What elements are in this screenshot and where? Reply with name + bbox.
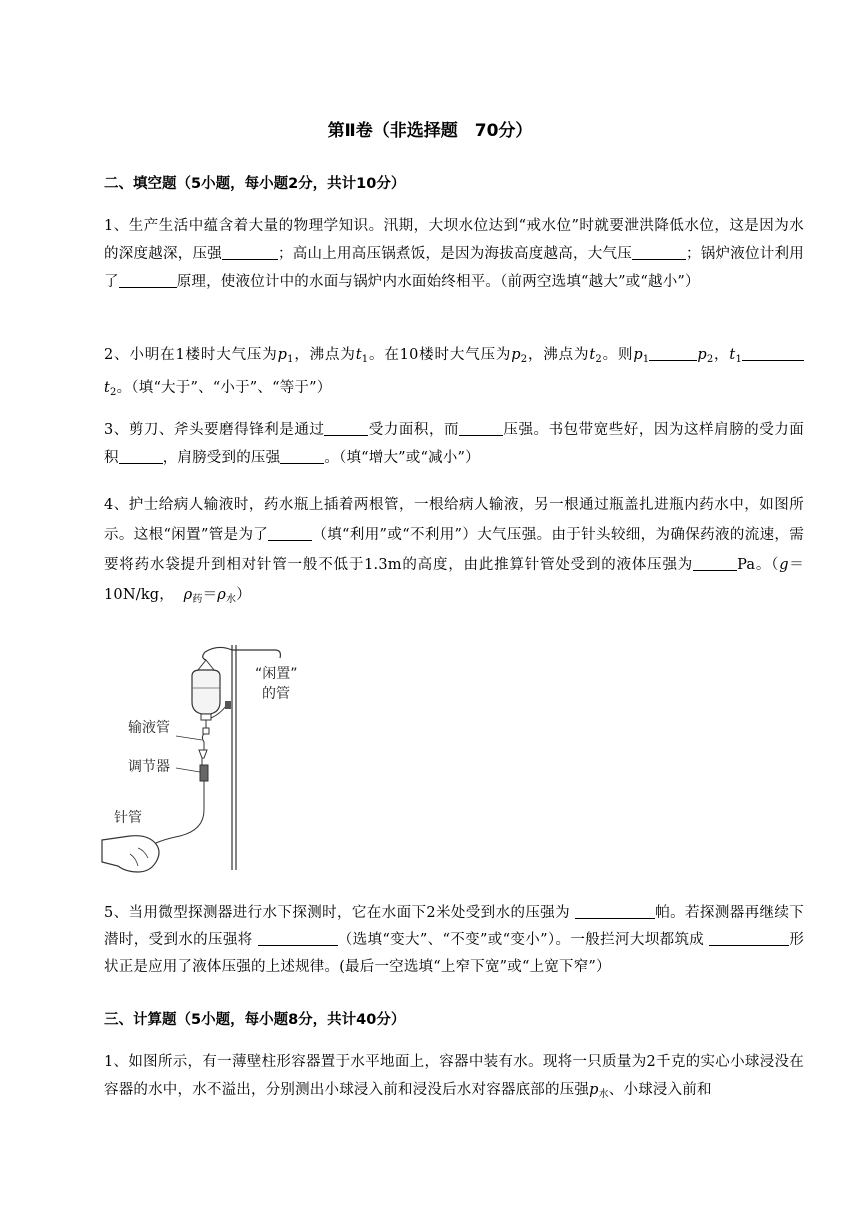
drip-chamber [203,728,209,734]
q4-blank-1 [268,526,312,541]
q4-g-value: ＝10N/kg， [104,557,804,603]
q3-text-2: 受力面积，而 [368,422,460,438]
q2-p-symbol: p [697,347,707,363]
q1-blank-2 [632,245,686,260]
q2-text-6: ， [713,347,730,363]
q2-blank-2 [742,346,804,361]
label-infusion-tube: 输液管 [128,720,170,736]
q3-text-3: 压强。书包带宽些好，因为这样肩膀的受力面积 [104,422,805,466]
q3-text-5: 。（填“增大”或“减小”） [324,450,480,466]
section-fill-in-blanks-heading: 二、填空题（5小题，每小题2分，共计10分） [104,176,406,192]
q2-text-5: 。则 [601,347,634,363]
q2-subscript: 2 [520,354,528,365]
q2-t-symbol: t [729,347,736,363]
q2-p-symbol: p [511,347,521,363]
q5-blank-2 [258,931,338,946]
q4-subscript-shui: 水 [226,594,237,605]
c1-text-2: 、小球浸入前和 [608,1082,712,1098]
question-2 [104,341,804,407]
idle-tube-clip [225,701,231,709]
calc-question-1 [104,1048,804,1109]
bottle-hanger [198,660,214,670]
q2-text-2: ，沸点为 [293,347,356,363]
q3-blank-1 [324,421,368,436]
q1-text-3: ；锅炉液位计利用了 [104,246,804,290]
q5-text-3: （选填“变大”、“不变”或“变小”）。一般拦河大坝都筑成 [337,932,705,948]
question-1 [104,212,804,296]
q4-rho-symbol: ρ [217,587,226,603]
c1-p-symbol: p [589,1082,599,1098]
q3-blank-4 [280,449,324,464]
q4-g-symbol: g [779,557,789,573]
q2-subscript: 1 [735,354,742,365]
q2-p-symbol: p [633,347,643,363]
label-pointer [176,736,202,740]
q5-blank-1 [575,904,655,919]
drip-connector [199,750,207,758]
iv-hook-arm [205,647,280,658]
q4-equals: ＝ [202,587,218,603]
tube-to-needle [150,781,204,846]
q5-text-4: 形状正是应用了液体压强的上述规律。(最后一空选填“上窄下宽”或“上宽下窄”） [104,932,805,975]
q5-text-2: 帕。若探测器再继续下潜时，受到水的压强将 [104,905,804,948]
iv-hook [203,652,206,660]
q4-text-1: 4、护士给病人输液时，药水瓶上插着两根管，一根给病人输液，另一根通过瓶盖扎进瓶内药水中，如图所示。这根“闲置”管是为了 [104,497,804,543]
q2-t-symbol: t [355,347,362,363]
q2-text-4: ，沸点为 [527,347,590,363]
q2-blank-1 [649,346,697,361]
c1-text-1: 1、如图所示，有一薄壁柱形容器置于水平地面上，容器中装有水。现将一只质量为2千克的实心小球浸没在容器的水中，水不溢出，分别测出小球浸入前和浸没后水对容器底部的压强 [104,1054,804,1098]
q5-blank-3 [709,931,789,946]
q1-text-1: 1、生产生活中蕴含着大量的物理学知识。汛期，大坝水位达到“戒水位”时就要泄洪降低水位，这是因为水的深度越深，压强 [104,218,804,262]
q1-blank-1 [222,245,278,260]
q4-text-4: ） [236,587,251,603]
label-regulator: 调节器 [128,759,170,775]
q2-t-symbol: t [589,347,596,363]
q4-subscript-yao: 药 [192,594,203,605]
q2-subscript: 1 [287,354,294,365]
page-title: 第Ⅱ卷（非选择题 70分） [327,121,533,141]
q5-text-1: 5、当用微型探测器进行水下探测时，它在水面下2米处受到水的压强为 [104,905,571,921]
regulator-device [200,765,208,781]
question-5 [104,900,804,981]
q2-p-symbol: p [277,347,288,363]
section-calculation-heading: 三、计算题（5小题，每小题8分，共计40分） [104,1012,406,1028]
q4-blank-2 [693,556,737,571]
q2-t-symbol: t [104,380,111,396]
q3-blank-2 [459,421,503,436]
q2-subscript: 1 [361,354,369,365]
patient-hand [102,836,159,872]
q2-subscript: 2 [110,387,117,398]
q3-text-1: 3、剪刀、斧头要磨得锋利是通过 [104,422,325,438]
c1-subscript-shui: 水 [598,1089,609,1100]
q1-text-2: ；高山上用高压锅煮饭，是因为海拔高度越高，大气压 [278,246,633,262]
q3-text-4: ，肩膀受到的压强 [162,450,281,466]
q2-text-7: 。（填“大于”、“小于”、“等于”） [116,380,332,396]
label-pointer [176,768,200,772]
medicine-bottle [192,670,220,714]
q1-blank-3 [119,273,177,288]
bottle-cap [201,714,211,720]
q1-text-4: 原理，使液位计中的水面与锅炉内水面始终相平。（前两空选填“越大”或“越小”） [176,274,700,290]
q4-rho-symbol: ρ [183,587,193,603]
label-idle-tube-line1: “闲置” [255,666,298,682]
q2-subscript: 1 [642,354,650,365]
q3-blank-3 [119,449,163,464]
q4-text-3: Pa。（ [737,557,780,573]
label-needle: 针管 [114,810,142,826]
q2-text-3: 。在10楼时大气压为 [368,347,512,363]
label-idle-tube-line2: 的管 [262,686,290,702]
q2-text-1: 2、小明在1楼时大气压为 [104,347,278,363]
question-3 [104,416,804,472]
question-4 [104,490,804,615]
q2-subscript: 2 [595,354,602,365]
iv-drip-figure [100,640,330,880]
q2-subscript: 2 [706,354,714,365]
q4-text-2: （填“利用”或“不利用”）大气压强。由于针头较细，为确保药液的流速，需要将药水袋提升到相对针管一般不低于1.3m的高度，由此推算针管处受到的液体压强为 [104,527,804,573]
